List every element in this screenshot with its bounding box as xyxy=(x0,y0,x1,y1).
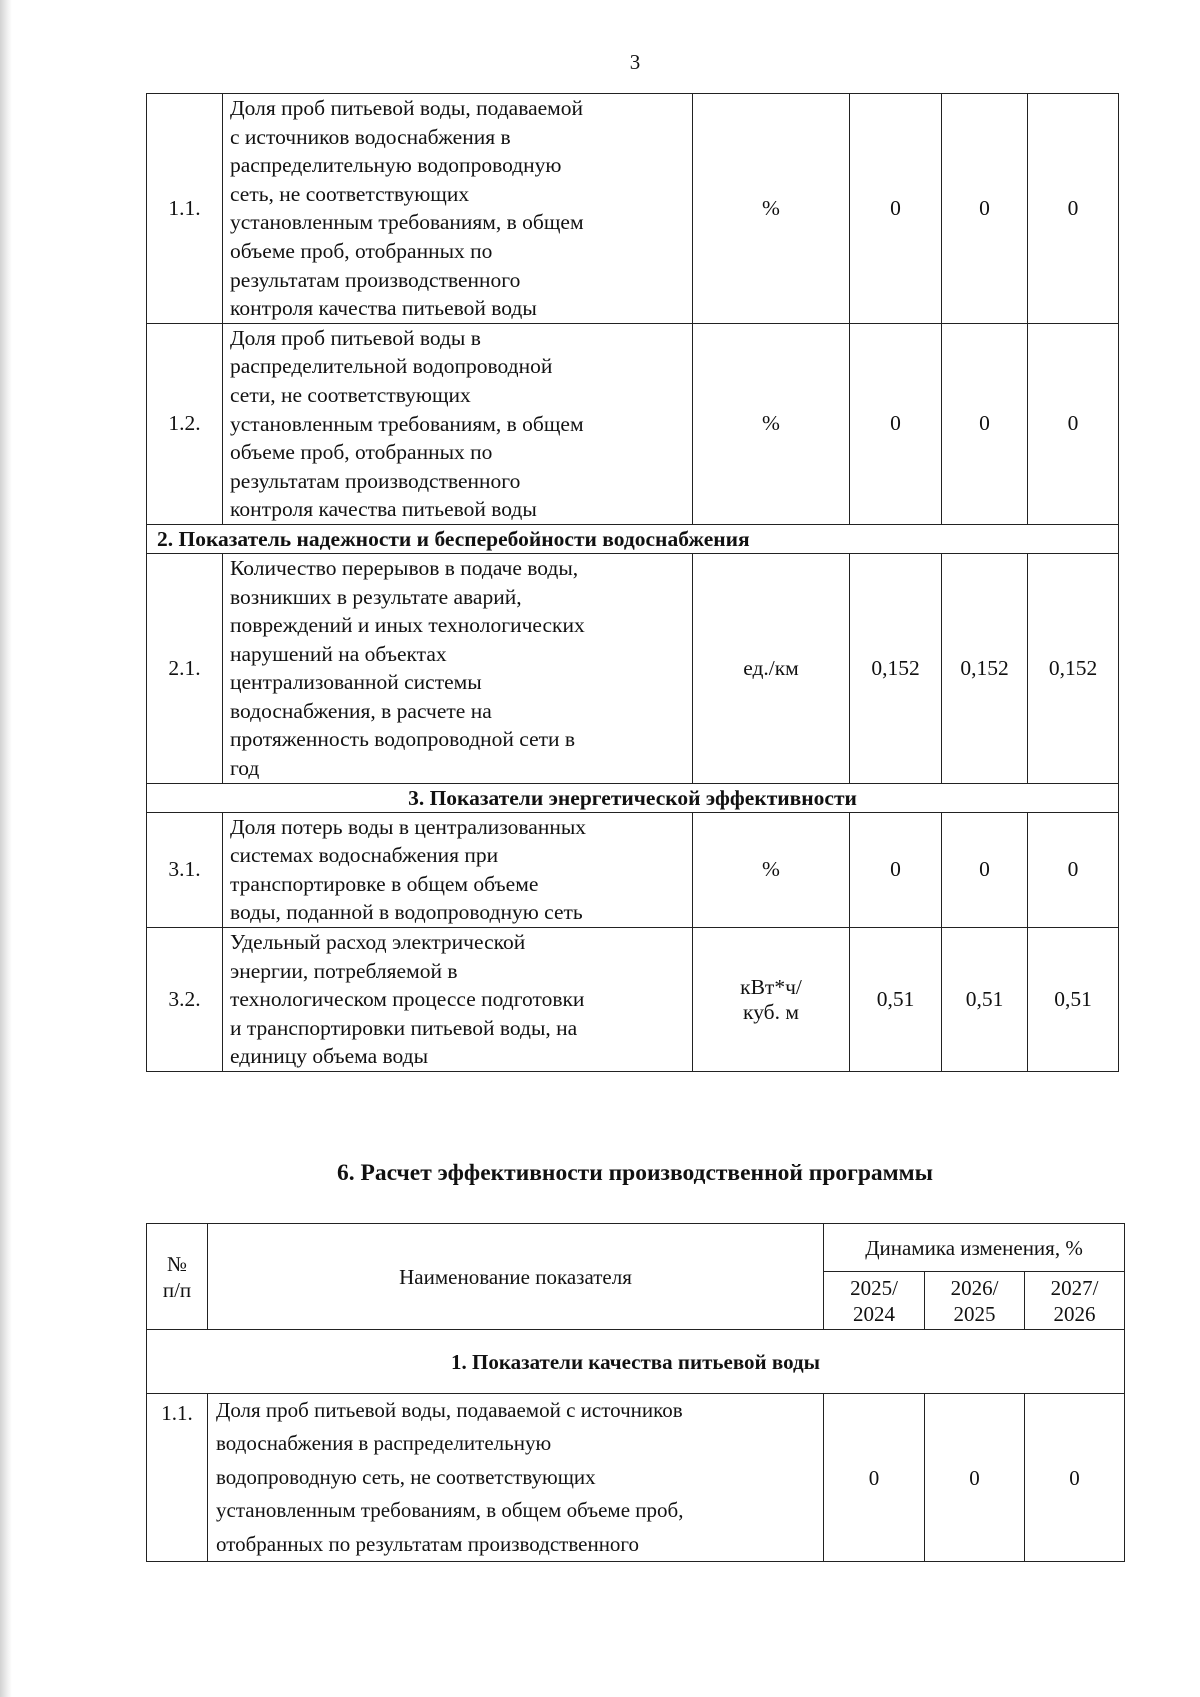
indicator-name xyxy=(223,928,693,1072)
efficiency-table xyxy=(146,1223,1125,1562)
indicator-row xyxy=(147,928,1119,1072)
indicator-row xyxy=(147,323,1119,524)
section-header-row xyxy=(147,524,1119,553)
scan-edge-shadow xyxy=(0,0,12,1697)
indicator-name-line: отобранных по результатам производственного xyxy=(216,1531,640,1556)
indicator-name-line: контроля качества питьевой воды xyxy=(230,296,537,321)
indicator-name-line: Удельный расход электрической xyxy=(230,930,526,955)
row-number: 1.1. xyxy=(147,94,223,324)
unit-cell xyxy=(693,553,850,783)
indicator-name-line: распределительную водопроводную xyxy=(230,153,562,178)
indicator-name-line: транспортировке в общем объеме xyxy=(230,871,539,896)
unit-line: кВт*ч/ xyxy=(740,974,802,999)
indicator-name-line: централизованной системы xyxy=(230,670,482,695)
efficiency-section-row xyxy=(147,1330,1125,1394)
value-cell: 0,51 xyxy=(1028,928,1119,1072)
value-cell: 0,152 xyxy=(942,553,1028,783)
unit-line: куб. м xyxy=(743,999,799,1024)
unit-line: % xyxy=(762,857,780,882)
efficiency-section-title: 1. Показатели качества питьевой воды xyxy=(147,1330,1125,1394)
row-number: 3.1. xyxy=(147,812,223,927)
indicator-name-line: единицу объема воды xyxy=(230,1044,429,1069)
indicator-name-line: водоснабжения в распределительную xyxy=(216,1431,552,1456)
indicator-name-line: Количество перерывов в подаче воды, xyxy=(230,555,579,580)
header-year-cell: 2025/ 2024 xyxy=(824,1272,925,1330)
value-cell: 0 xyxy=(942,323,1028,524)
row-number: 1.1. xyxy=(147,1394,208,1562)
indicator-name-line: установленным требованиям, в общем xyxy=(230,210,584,235)
indicator-name-line: Доля проб питьевой воды в xyxy=(230,325,481,350)
row-number: 1.2. xyxy=(147,323,223,524)
indicator-name-line: результатам производственного xyxy=(230,267,521,292)
value-cell: 0,152 xyxy=(850,553,942,783)
indicator-name-line: Доля проб питьевой воды, подаваемой с источников xyxy=(216,1398,683,1422)
indicator-name-line: технологическом процессе подготовки xyxy=(230,987,585,1012)
row-number: 2.1. xyxy=(147,553,223,783)
indicator-row xyxy=(147,553,1119,783)
indicator-name-line: сети, не соответствующих xyxy=(230,382,471,407)
section-title: 3. Показатели энергетической эффективности xyxy=(147,783,1119,812)
value-cell: 0 xyxy=(942,812,1028,927)
header-num-cell: № п/п xyxy=(147,1224,208,1330)
indicator-name xyxy=(223,94,693,324)
unit-cell xyxy=(693,94,850,324)
indicator-name-line: установленным требованиям, в общем объеме проб, xyxy=(216,1498,684,1523)
page-number: 3 xyxy=(629,50,641,74)
value-cell: 0 xyxy=(850,812,942,927)
unit-cell xyxy=(693,323,850,524)
indicator-name xyxy=(208,1394,824,1562)
efficiency-row xyxy=(147,1394,1125,1562)
indicator-name-line: результатам производственного xyxy=(230,468,521,493)
unit-cell xyxy=(693,812,850,927)
indicator-name-line: и транспортировки питьевой воды, на xyxy=(230,1015,578,1040)
header-name-cell: Наименование показателя xyxy=(208,1224,824,1330)
unit-line: ед./км xyxy=(743,655,799,680)
unit-cell xyxy=(693,928,850,1072)
indicator-name-line: системах водоснабжения при xyxy=(230,843,499,868)
indicator-name-line: контроля качества питьевой воды xyxy=(230,497,537,522)
header-year-cell: 2026/ 2025 xyxy=(925,1272,1025,1330)
indicator-name-line: энергии, потребляемой в xyxy=(230,958,458,983)
value-cell: 0 xyxy=(1028,812,1119,927)
header-dynamics-cell: Динамика изменения, % xyxy=(824,1224,1125,1272)
row-number: 3.2. xyxy=(147,928,223,1072)
value-cell: 0,51 xyxy=(850,928,942,1072)
value-cell: 0 xyxy=(850,323,942,524)
indicator-name-line: Доля проб питьевой воды, подаваемой xyxy=(230,96,584,120)
header-year-cell: 2027/ 2026 xyxy=(1025,1272,1125,1330)
indicator-name-line: с источников водоснабжения в xyxy=(230,124,511,149)
indicator-name xyxy=(223,323,693,524)
indicator-row xyxy=(147,812,1119,927)
unit-line: % xyxy=(762,195,780,220)
indicator-name-line: воды, поданной в водопроводную сеть xyxy=(230,900,583,925)
indicator-name-line: нарушений на объектах xyxy=(230,641,447,666)
indicator-name-line: объеме проб, отобранных по xyxy=(230,238,493,263)
value-cell: 0 xyxy=(1025,1394,1125,1562)
indicator-name-line: повреждений и иных технологических xyxy=(230,613,585,638)
indicator-name xyxy=(223,812,693,927)
indicator-name-line: Доля потерь воды в централизованных xyxy=(230,814,587,839)
indicators-table-body xyxy=(147,94,1119,1072)
efficiency-table-header-row xyxy=(147,1224,1125,1272)
indicator-name-line: установленным требованиям, в общем xyxy=(230,411,584,436)
indicator-name-line: возникших в результате аварий, xyxy=(230,584,522,609)
unit-line: % xyxy=(762,411,780,436)
section-title: 2. Показатель надежности и бесперебойности водоснабжения xyxy=(147,524,1119,553)
value-cell: 0 xyxy=(850,94,942,324)
value-cell: 0 xyxy=(824,1394,925,1562)
value-cell: 0 xyxy=(925,1394,1025,1562)
indicator-name-line: водоснабжения, в расчете на xyxy=(230,698,492,723)
indicator-name-line: год xyxy=(230,756,260,781)
indicators-table xyxy=(146,93,1119,1072)
section-header-row xyxy=(147,783,1119,812)
indicator-name-line: распределительной водопроводной xyxy=(230,354,553,379)
indicator-name-line: водопроводную сеть, не соответствующих xyxy=(216,1464,596,1489)
indicator-name-line: протяженность водопроводной сети в xyxy=(230,727,576,752)
value-cell: 0 xyxy=(942,94,1028,324)
indicator-name-line: объеме проб, отобранных по xyxy=(230,440,493,465)
value-cell: 0,51 xyxy=(942,928,1028,1072)
value-cell: 0,152 xyxy=(1028,553,1119,783)
value-cell: 0 xyxy=(1028,94,1119,324)
indicator-row xyxy=(147,94,1119,324)
section-6-heading: 6. Расчет эффективности производственной программы xyxy=(336,1160,933,1186)
value-cell: 0 xyxy=(1028,323,1119,524)
indicator-name xyxy=(223,553,693,783)
indicator-name-line: сеть, не соответствующих xyxy=(230,181,470,206)
